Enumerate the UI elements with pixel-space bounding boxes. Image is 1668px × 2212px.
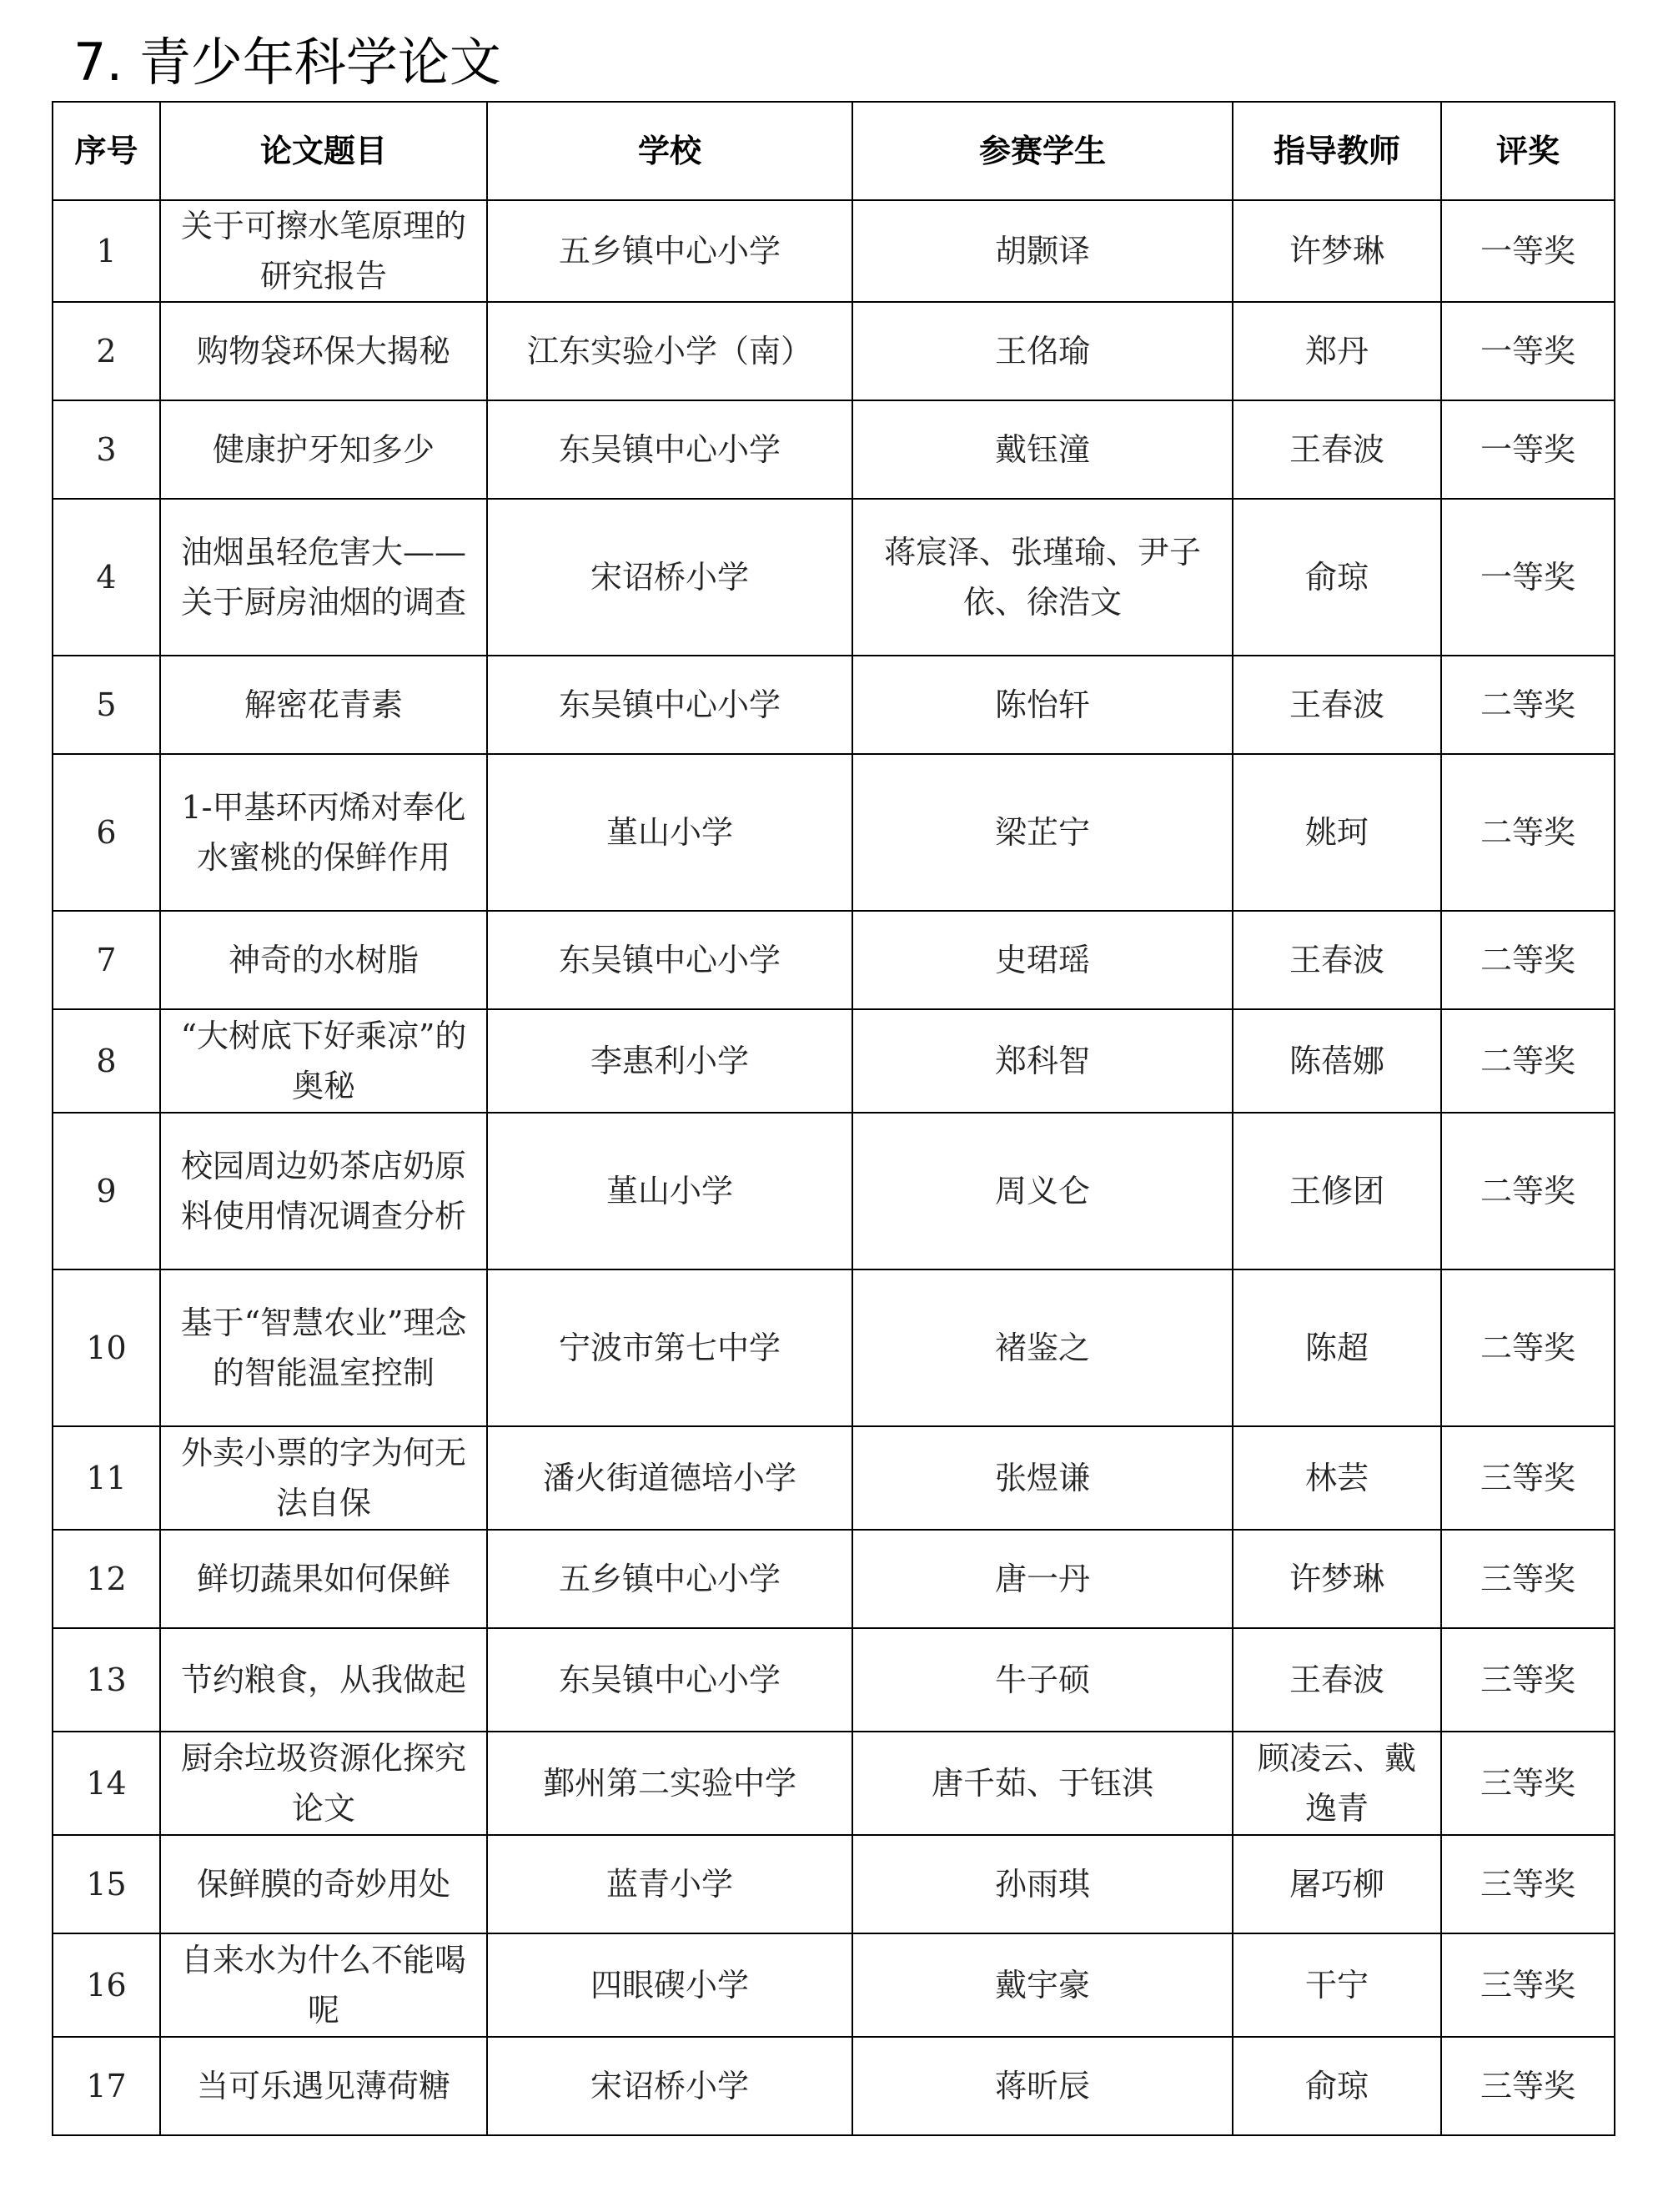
cell-title: 神奇的水树脂 — [160, 911, 487, 1009]
cell-title: 鲜切蔬果如何保鲜 — [160, 1530, 487, 1628]
cell-school: 五乡镇中心小学 — [487, 1530, 852, 1628]
cell-school: 堇山小学 — [487, 1113, 852, 1269]
cell-students: 陈怡轩 — [852, 656, 1233, 754]
cell-students: 蒋宸泽、张瑾瑜、尹子依、徐浩文 — [852, 499, 1233, 656]
header-title: 论文题目 — [160, 102, 487, 200]
table-row — [53, 1835, 1615, 1933]
cell-title: 自来水为什么不能喝呢 — [160, 1933, 487, 2037]
cell-no: 3 — [53, 400, 160, 499]
cell-no: 2 — [53, 302, 160, 400]
cell-students: 郑科智 — [852, 1009, 1233, 1113]
cell-title: 保鲜膜的奇妙用处 — [160, 1835, 487, 1933]
cell-title: 关于可擦水笔原理的研究报告 — [160, 200, 487, 302]
cell-students: 梁芷宁 — [852, 754, 1233, 911]
section-title: 7. 青少年科学论文 — [73, 32, 501, 93]
cell-teacher: 许梦琳 — [1233, 1530, 1441, 1628]
cell-title: 校园周边奶茶店奶原料使用情况调查分析 — [160, 1113, 487, 1269]
table-row — [53, 911, 1615, 1009]
cell-teacher: 屠巧柳 — [1233, 1835, 1441, 1933]
cell-no: 4 — [53, 499, 160, 656]
cell-award: 三等奖 — [1441, 2037, 1615, 2135]
cell-school: 蓝青小学 — [487, 1835, 852, 1933]
cell-school: 江东实验小学（南） — [487, 302, 852, 400]
cell-award: 二等奖 — [1441, 656, 1615, 754]
cell-no: 14 — [53, 1732, 160, 1835]
table-row — [53, 302, 1615, 400]
cell-title: 当可乐遇见薄荷糖 — [160, 2037, 487, 2135]
cell-title: 购物袋环保大揭秘 — [160, 302, 487, 400]
cell-teacher: 俞琼 — [1233, 499, 1441, 656]
cell-teacher: 王春波 — [1233, 1628, 1441, 1732]
table-row — [53, 1732, 1615, 1835]
cell-award: 二等奖 — [1441, 1009, 1615, 1113]
cell-no: 6 — [53, 754, 160, 911]
cell-no: 5 — [53, 656, 160, 754]
cell-teacher: 王春波 — [1233, 656, 1441, 754]
cell-school: 四眼碶小学 — [487, 1933, 852, 2037]
cell-no: 7 — [53, 911, 160, 1009]
cell-title: 解密花青素 — [160, 656, 487, 754]
cell-award: 二等奖 — [1441, 1269, 1615, 1426]
cell-students: 唐一丹 — [852, 1530, 1233, 1628]
cell-award: 一等奖 — [1441, 499, 1615, 656]
table-row — [53, 1426, 1615, 1530]
cell-students: 周义仑 — [852, 1113, 1233, 1269]
cell-students: 戴宇豪 — [852, 1933, 1233, 2037]
cell-no: 13 — [53, 1628, 160, 1732]
cell-title: 健康护牙知多少 — [160, 400, 487, 499]
cell-teacher: 许梦琳 — [1233, 200, 1441, 302]
table-row — [53, 1113, 1615, 1269]
cell-students: 张煜谦 — [852, 1426, 1233, 1530]
awards-table — [52, 101, 1615, 2136]
cell-title: 1-甲基环丙烯对奉化水蜜桃的保鲜作用 — [160, 754, 487, 911]
cell-award: 三等奖 — [1441, 1628, 1615, 1732]
cell-award: 三等奖 — [1441, 1933, 1615, 2037]
cell-students: 牛子硕 — [852, 1628, 1233, 1732]
cell-no: 1 — [53, 200, 160, 302]
cell-award: 三等奖 — [1441, 1732, 1615, 1835]
cell-teacher: 王修团 — [1233, 1113, 1441, 1269]
cell-no: 17 — [53, 2037, 160, 2135]
cell-students: 戴钰潼 — [852, 400, 1233, 499]
cell-award: 一等奖 — [1441, 200, 1615, 302]
cell-teacher: 陈蓓娜 — [1233, 1009, 1441, 1113]
table-row — [53, 1628, 1615, 1732]
cell-teacher: 王春波 — [1233, 911, 1441, 1009]
cell-school: 东吴镇中心小学 — [487, 400, 852, 499]
cell-teacher: 王春波 — [1233, 400, 1441, 499]
cell-school: 东吴镇中心小学 — [487, 1628, 852, 1732]
cell-award: 二等奖 — [1441, 911, 1615, 1009]
cell-teacher: 俞琼 — [1233, 2037, 1441, 2135]
header-students: 参赛学生 — [852, 102, 1233, 200]
cell-no: 11 — [53, 1426, 160, 1530]
cell-school: 堇山小学 — [487, 754, 852, 911]
cell-school: 东吴镇中心小学 — [487, 656, 852, 754]
cell-teacher: 郑丹 — [1233, 302, 1441, 400]
cell-students: 蒋昕辰 — [852, 2037, 1233, 2135]
cell-no: 10 — [53, 1269, 160, 1426]
cell-teacher: 陈超 — [1233, 1269, 1441, 1426]
table-row — [53, 1530, 1615, 1628]
cell-title: 基于“智慧农业”理念的智能温室控制 — [160, 1269, 487, 1426]
cell-students: 唐千茹、于钰淇 — [852, 1732, 1233, 1835]
cell-students: 褚鉴之 — [852, 1269, 1233, 1426]
cell-award: 三等奖 — [1441, 1530, 1615, 1628]
cell-award: 一等奖 — [1441, 400, 1615, 499]
cell-school: 宋诏桥小学 — [487, 499, 852, 656]
cell-no: 8 — [53, 1009, 160, 1113]
table-row — [53, 1269, 1615, 1426]
cell-students: 胡颢译 — [852, 200, 1233, 302]
cell-students: 孙雨琪 — [852, 1835, 1233, 1933]
cell-school: 鄞州第二实验中学 — [487, 1732, 852, 1835]
cell-school: 宋诏桥小学 — [487, 2037, 852, 2135]
table-row — [53, 656, 1615, 754]
cell-teacher: 干宁 — [1233, 1933, 1441, 2037]
table-row — [53, 400, 1615, 499]
cell-students: 王佲瑜 — [852, 302, 1233, 400]
cell-teacher: 林芸 — [1233, 1426, 1441, 1530]
cell-no: 9 — [53, 1113, 160, 1269]
table-row — [53, 1009, 1615, 1113]
cell-no: 15 — [53, 1835, 160, 1933]
header-school: 学校 — [487, 102, 852, 200]
cell-title: 外卖小票的字为何无法自保 — [160, 1426, 487, 1530]
cell-award: 三等奖 — [1441, 1835, 1615, 1933]
header-no: 序号 — [53, 102, 160, 200]
cell-teacher: 顾凌云、戴逸青 — [1233, 1732, 1441, 1835]
cell-no: 12 — [53, 1530, 160, 1628]
cell-award: 三等奖 — [1441, 1426, 1615, 1530]
cell-school: 东吴镇中心小学 — [487, 911, 852, 1009]
cell-school: 李惠利小学 — [487, 1009, 852, 1113]
cell-school: 五乡镇中心小学 — [487, 200, 852, 302]
cell-no: 16 — [53, 1933, 160, 2037]
cell-award: 二等奖 — [1441, 1113, 1615, 1269]
cell-school: 宁波市第七中学 — [487, 1269, 852, 1426]
table-row — [53, 499, 1615, 656]
cell-title: 油烟虽轻危害大——关于厨房油烟的调查 — [160, 499, 487, 656]
table-row — [53, 754, 1615, 911]
table-row — [53, 1933, 1615, 2037]
table-header-row — [53, 102, 1615, 200]
cell-students: 史珺瑶 — [852, 911, 1233, 1009]
header-award: 评奖 — [1441, 102, 1615, 200]
cell-title: 厨余垃圾资源化探究论文 — [160, 1732, 487, 1835]
cell-title: “大树底下好乘凉”的奥秘 — [160, 1009, 487, 1113]
cell-award: 一等奖 — [1441, 302, 1615, 400]
cell-title: 节约粮食，从我做起 — [160, 1628, 487, 1732]
cell-award: 二等奖 — [1441, 754, 1615, 911]
cell-teacher: 姚珂 — [1233, 754, 1441, 911]
table-row — [53, 2037, 1615, 2135]
header-teacher: 指导教师 — [1233, 102, 1441, 200]
table-row — [53, 200, 1615, 302]
cell-school: 潘火街道德培小学 — [487, 1426, 852, 1530]
